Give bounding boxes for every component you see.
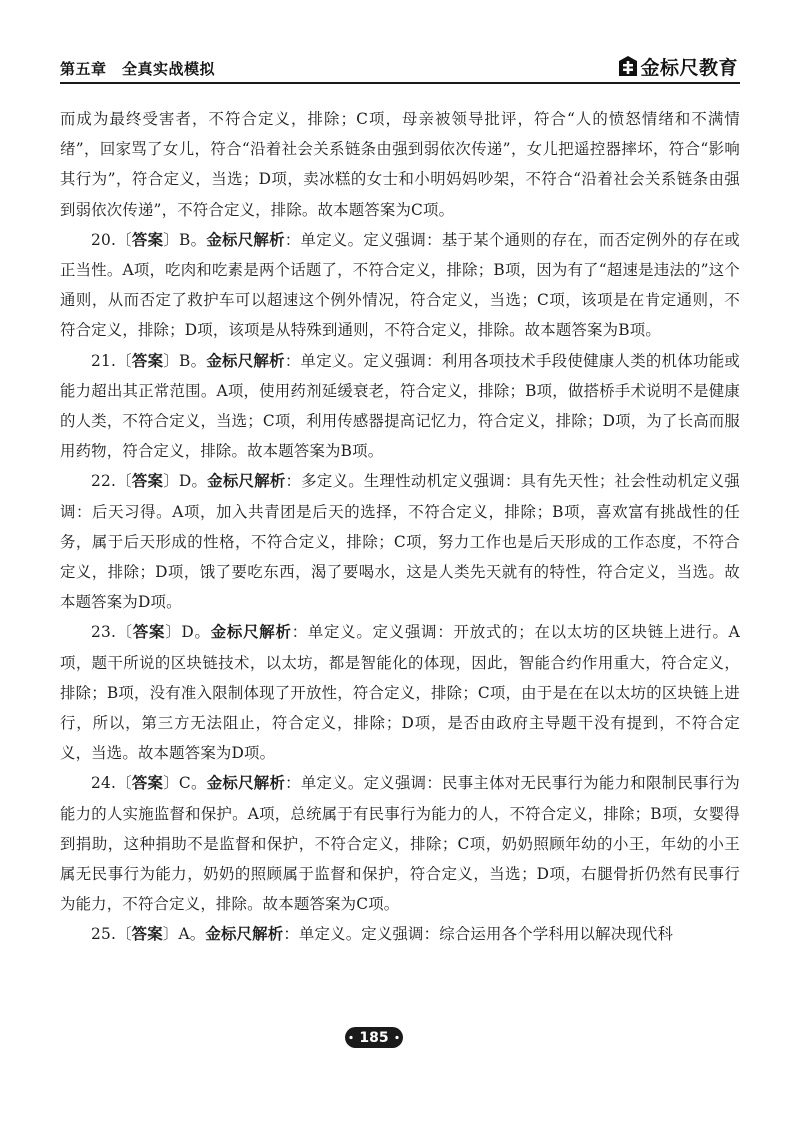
answer-label: 答案: [132, 623, 166, 642]
answer-letter: 〕A。: [162, 925, 206, 944]
answer-number: 21.〔: [91, 351, 132, 370]
chapter-title: 第五章 全真实战模拟: [60, 60, 216, 78]
answer-number: 24.〔: [91, 774, 132, 793]
answer-paragraph-22: [60, 466, 740, 617]
analysis-label: 金标尺解析: [206, 351, 285, 370]
answer-letter: 〕D。: [163, 472, 208, 491]
brand-name: 金标尺教育: [640, 56, 738, 79]
page-header: [60, 52, 740, 84]
analysis-text: ：单定义。定义强调：民事主体对无民事行为能力和限制民事行为能力的人实施监督和保护。A项，总统属于有民事行为能力的人，不符合定义，排除；B项，女婴得到捐助，这种捐助不是监督和保护，不符合定义，排除；C项，奶奶照顾年幼的小王，年幼的小王属无民事行为能力，奶奶的照顾属于监督和保护，符合定义，当选；D项，右腿骨折仍然有民事行为能力，不符合定义，排除。故本题答案为C项。: [60, 774, 740, 914]
answer-paragraph-20: [60, 225, 740, 346]
answer-letter: 〕B。: [163, 351, 207, 370]
answer-label: 答案: [131, 925, 163, 944]
answer-number: 20.〔: [91, 230, 132, 249]
analysis-text: ：单定义。定义强调：利用各项技术手段使健康人类的机体功能或能力超出其正常范围。A项，使用药剂延缓衰老，符合定义，排除；B项，做搭桥手术说明不是健康的人类，不符合定义，当选；C项，利用传感器提高记忆力，符合定义，排除；D项，为了长高而服用药物，符合定义，排除。故本题答案为B项。: [60, 351, 740, 461]
analysis-text: ：多定义。生理性动机定义强调：具有先天性；社会性动机定义强调：后天习得。A项，加入共青团是后天的选择，不符合定义，排除；B项，喜欢富有挑战性的任务，属于后天形成的性格，不符合定义，排除；C项，努力工作也是后天形成的工作态度，不符合定义，排除；D项，饿了要吃东西，渴了要喝水，这是人类先天就有的特性，符合定义，当选。故本题答案为D项。: [60, 472, 740, 612]
answer-label: 答案: [131, 774, 164, 793]
intro-paragraph: 而成为最终受害者，不符合定义，排除；C项，母亲被领导批评，符合“人的愤怒情绪和不满情绪”，回家骂了女儿，符合“沿着社会关系链条由强到弱依次传递”，女儿把遥控器摔坏，符合“影响其行为”，符合定义，当选；D项，卖冰糕的女士和小明妈妈吵架，不符合“沿着社会关系链条由强到弱依次传递”，不符合定义，排除。故本题答案为C项。: [60, 110, 740, 219]
page-body: [60, 104, 740, 950]
analysis-label: 金标尺解析: [206, 230, 285, 249]
answer-number: 23.〔: [91, 623, 133, 642]
analysis-text: ：单定义。定义强调：开放式的；在以太坊的区块链上进行。A项，题干所说的区块链技术，以太坊，都是智能化的体现，因此，智能合约作用重大，符合定义，排除；B项，没有准入限制体现了开放性，符合定义，排除；C项，由于是在在以太坊的区块链上进行，所以，第三方无法阻止，符合定义，排除；D项，是否由政府主导题干没有提到，不符合定义，当选。故本题答案为D项。: [60, 623, 740, 763]
answer-number: 25.〔: [91, 925, 132, 944]
answer-paragraph-24: [60, 768, 740, 919]
brand-logo-icon: [618, 55, 638, 77]
answer-letter: 〕D。: [165, 623, 211, 642]
answer-letter: 〕C。: [163, 774, 207, 793]
page-number-badge: [341, 1026, 407, 1049]
answer-label: 答案: [131, 472, 164, 491]
answer-label: 答案: [131, 351, 164, 370]
answer-letter: 〕B。: [163, 230, 207, 249]
analysis-text: ：单定义。定义强调：综合运用各个学科用以解决现代科: [283, 925, 674, 944]
answer-label: 答案: [131, 230, 164, 249]
page-number: 185: [359, 1029, 389, 1046]
brand: [618, 53, 738, 79]
analysis-label: 金标尺解析: [207, 472, 286, 491]
answer-number: 22.〔: [91, 472, 132, 491]
answer-paragraph-23: [60, 617, 740, 768]
answer-paragraph-21: [60, 346, 740, 467]
analysis-text: ：单定义。定义强调：基于某个通则的存在，而否定例外的存在或正当性。A项，吃肉和吃素是两个话题了，不符合定义，排除；B项，因为有了“超速是违法的”这个通则，从而否定了救护车可以超速这个例外情况，符合定义，当选；C项，该项是在肯定通则，不符合定义，排除；D项，该项是从特殊到通则，不符合定义，排除。故本题答案为B项。: [60, 230, 740, 340]
answer-paragraph-25: [60, 919, 740, 949]
analysis-label: 金标尺解析: [206, 774, 286, 793]
analysis-label: 金标尺解析: [210, 623, 292, 642]
analysis-label: 金标尺解析: [205, 925, 284, 944]
